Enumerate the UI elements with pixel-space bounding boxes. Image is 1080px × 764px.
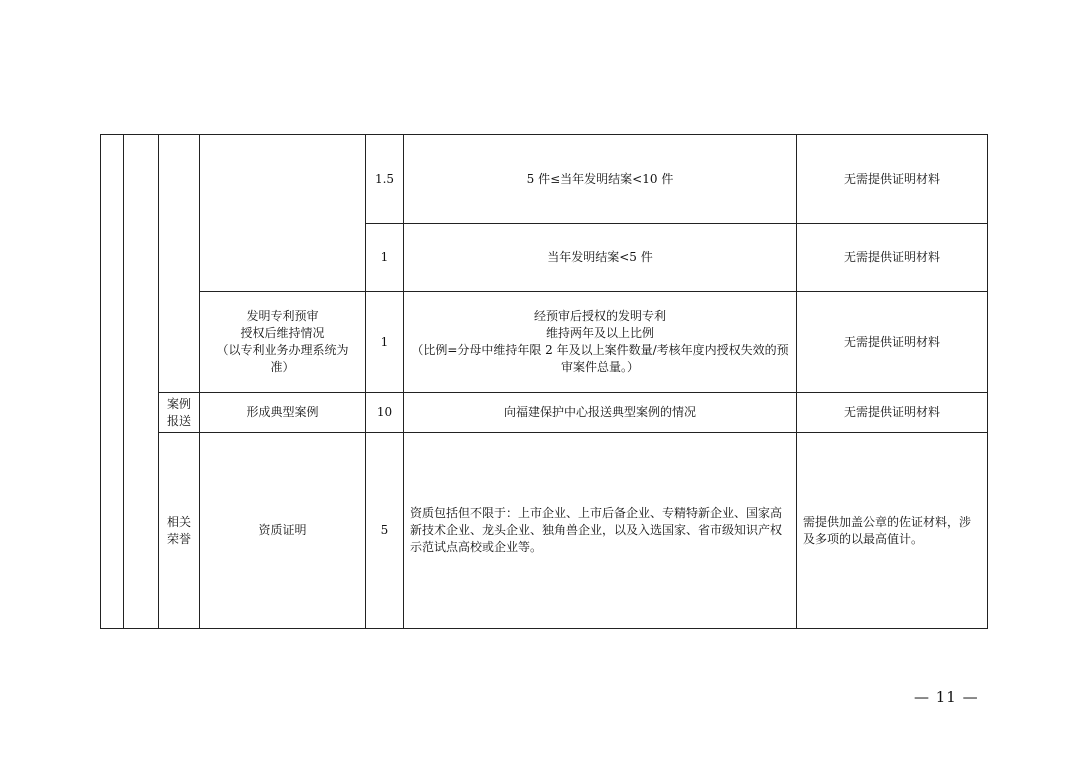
category-cell: 相关 荣誉	[159, 433, 200, 629]
blank-cell	[124, 135, 159, 629]
table-row	[101, 433, 988, 629]
table-row	[101, 292, 988, 393]
blank-cell	[200, 135, 366, 292]
standard-cell: 经预审后授权的发明专利 维持两年及以上比例 （比例=分母中维持年限 2 年及以上案件数量/考核年度内授权失效的预审案件总量。）	[404, 292, 797, 393]
blank-cell	[101, 135, 124, 629]
standard-cell: 5 件≤当年发明结案<10 件	[404, 135, 797, 224]
material-cell: 无需提供证明材料	[797, 292, 988, 393]
criteria-table	[100, 134, 988, 629]
material-cell: 无需提供证明材料	[797, 135, 988, 224]
score-cell: 1.5	[366, 135, 404, 224]
standard-cell: 资质包括但不限于：上市企业、上市后备企业、专精特新企业、国家高新技术企业、龙头企业、独角兽企业，以及入选国家、省市级知识产权示范试点高校或企业等。	[404, 433, 797, 629]
material-cell: 无需提供证明材料	[797, 224, 988, 292]
material-cell: 无需提供证明材料	[797, 393, 988, 433]
score-cell: 1	[366, 292, 404, 393]
item-cell: 发明专利预审 授权后维持情况 （以专利业务办理系统为准）	[200, 292, 366, 393]
score-cell: 10	[366, 393, 404, 433]
score-cell: 5	[366, 433, 404, 629]
table-row	[101, 135, 988, 224]
category-cell: 案例 报送	[159, 393, 200, 433]
standard-cell: 向福建保护中心报送典型案例的情况	[404, 393, 797, 433]
material-cell: 需提供加盖公章的佐证材料，涉及多项的以最高值计。	[797, 433, 988, 629]
blank-cell	[159, 135, 200, 393]
item-cell: 资质证明	[200, 433, 366, 629]
table-row	[101, 393, 988, 433]
standard-cell: 当年发明结案<5 件	[404, 224, 797, 292]
page-number: — 11 —	[914, 688, 979, 706]
item-cell: 形成典型案例	[200, 393, 366, 433]
score-cell: 1	[366, 224, 404, 292]
